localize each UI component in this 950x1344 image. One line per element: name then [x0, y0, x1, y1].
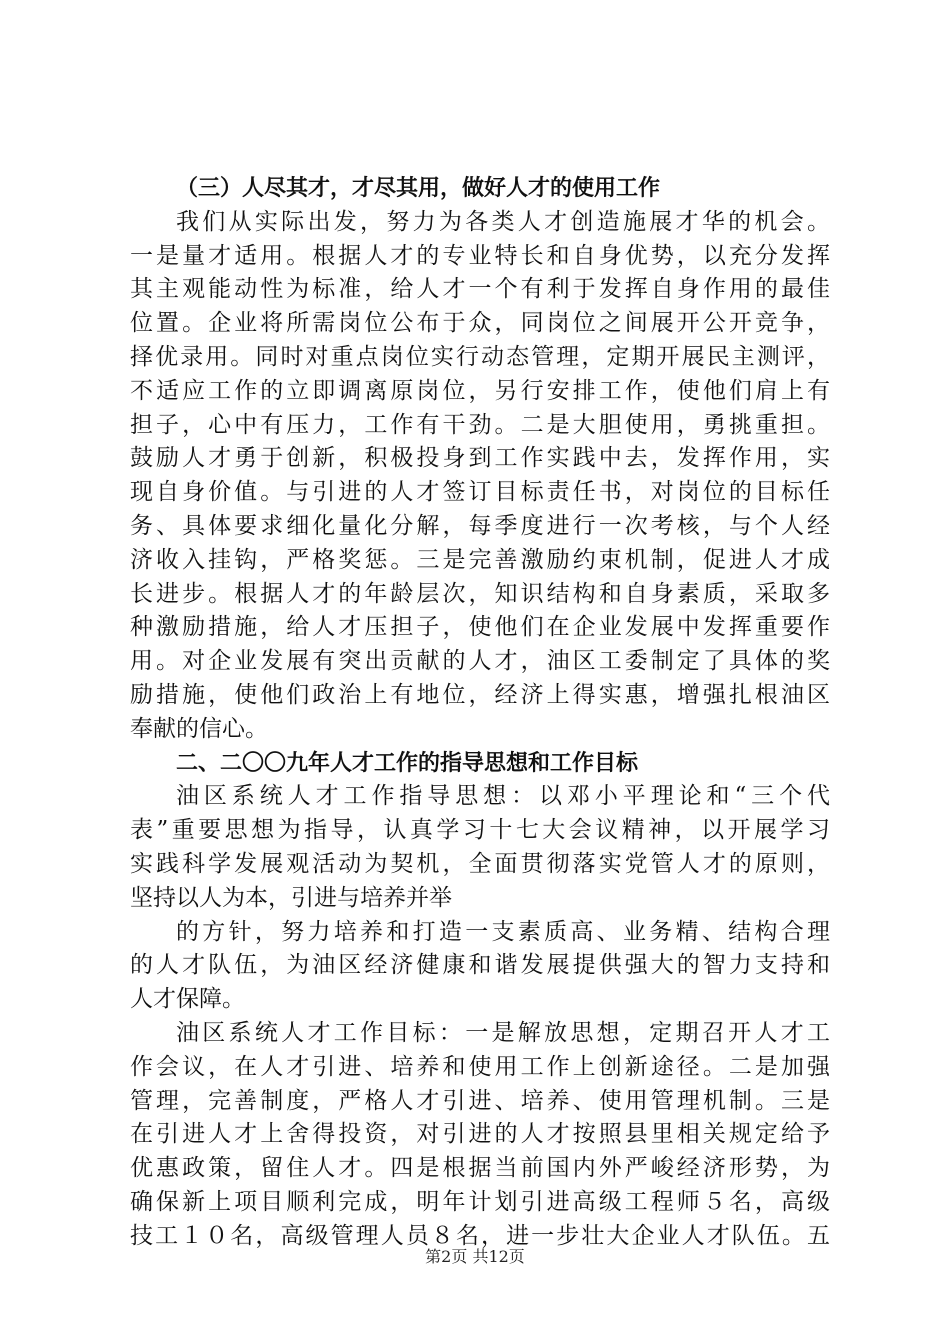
paragraph-line: 用。对企业发展有突出贡献的人才，油区工委制定了具体的奖: [130, 648, 830, 675]
paragraph-line: 在引进人才上舍得投资，对引进的人才按照县里相关规定给予: [130, 1121, 830, 1148]
paragraph-line: 种激励措施，给人才压担子，使他们在企业发展中发挥重要作: [130, 614, 830, 641]
paragraph-line: 择优录用。同时对重点岗位实行动态管理，定期开展民主测评，: [130, 343, 830, 370]
paragraph-line: 一是量才适用。根据人才的专业特长和自身优势，以充分发挥: [130, 242, 830, 269]
document-body: [130, 172, 830, 1254]
paragraph-line: 坚持以人为本，引进与培养并举: [130, 884, 452, 911]
section-heading-2: 二、二〇〇九年人才工作的指导思想和工作目标: [176, 750, 639, 776]
paragraph-line: 位置。企业将所需岗位公布于众，同岗位之间展开公开竞争，: [130, 310, 830, 337]
paragraph-line: 长进步。根据人才的年龄层次，知识结构和自身素质，采取多: [130, 580, 830, 607]
paragraph-line: 油区系统人才工作指导思想：以邓小平理论和“三个代: [176, 783, 830, 810]
paragraph-line: 其主观能动性为标准，给人才一个有利于发挥自身作用的最佳: [130, 276, 830, 303]
paragraph-line: 励措施，使他们政治上有地位，经济上得实惠，增强扎根油区: [130, 681, 830, 708]
paragraph-line: 管理，完善制度，严格人才引进、培养、使用管理机制。三是: [130, 1087, 830, 1114]
paragraph-line: 现自身价值。与引进的人才签订目标责任书，对岗位的目标任: [130, 479, 830, 506]
paragraph-line: 不适应工作的立即调离原岗位，另行安排工作，使他们肩上有: [130, 377, 830, 404]
paragraph-line: 济收入挂钩，严格奖惩。三是完善激励约束机制，促进人才成: [130, 546, 830, 573]
paragraph-line: 奉献的信心。: [130, 715, 268, 742]
paragraph-line: 我们从实际出发，努力为各类人才创造施展才华的机会。: [176, 208, 830, 235]
paragraph-line: 实践科学发展观活动为契机，全面贯彻落实党管人才的原则，: [130, 850, 830, 877]
section-heading-3: （三）人尽其才，才尽其用，做好人才的使用工作: [176, 176, 661, 201]
paragraph-line: 表”重要思想为指导，认真学习十七大会议精神，以开展学习: [130, 817, 830, 844]
paragraph-line: 确保新上项目顺利完成，明年计划引进高级工程师５名，高级: [130, 1188, 830, 1215]
paragraph-line: 人才保障。: [130, 986, 245, 1013]
paragraph-line: 担子，心中有压力，工作有干劲。二是大胆使用，勇挑重担。: [130, 411, 830, 438]
paragraph-line: 务、具体要求细化量化分解，每季度进行一次考核，与个人经: [130, 512, 830, 539]
paragraph-line: 的方针，努力培养和打造一支素质高、业务精、结构合理: [176, 918, 830, 945]
paragraph-line: 技工１０名，高级管理人员８名，进一步壮大企业人才队伍。五: [130, 1222, 830, 1249]
paragraph-line: 的人才队伍，为油区经济健康和谐发展提供强大的智力支持和: [130, 952, 830, 979]
page-footer: 第2页 共12页: [425, 1247, 525, 1266]
paragraph-line: 鼓励人才勇于创新，积极投身到工作实践中去，发挥作用，实: [130, 445, 830, 472]
paragraph-line: 优惠政策，留住人才。四是根据当前国内外严峻经济形势，为: [130, 1155, 830, 1182]
paragraph-line: 作会议，在人才引进、培养和使用工作上创新途径。二是加强: [130, 1053, 830, 1080]
paragraph-line: 油区系统人才工作目标：一是解放思想，定期召开人才工: [176, 1019, 830, 1046]
